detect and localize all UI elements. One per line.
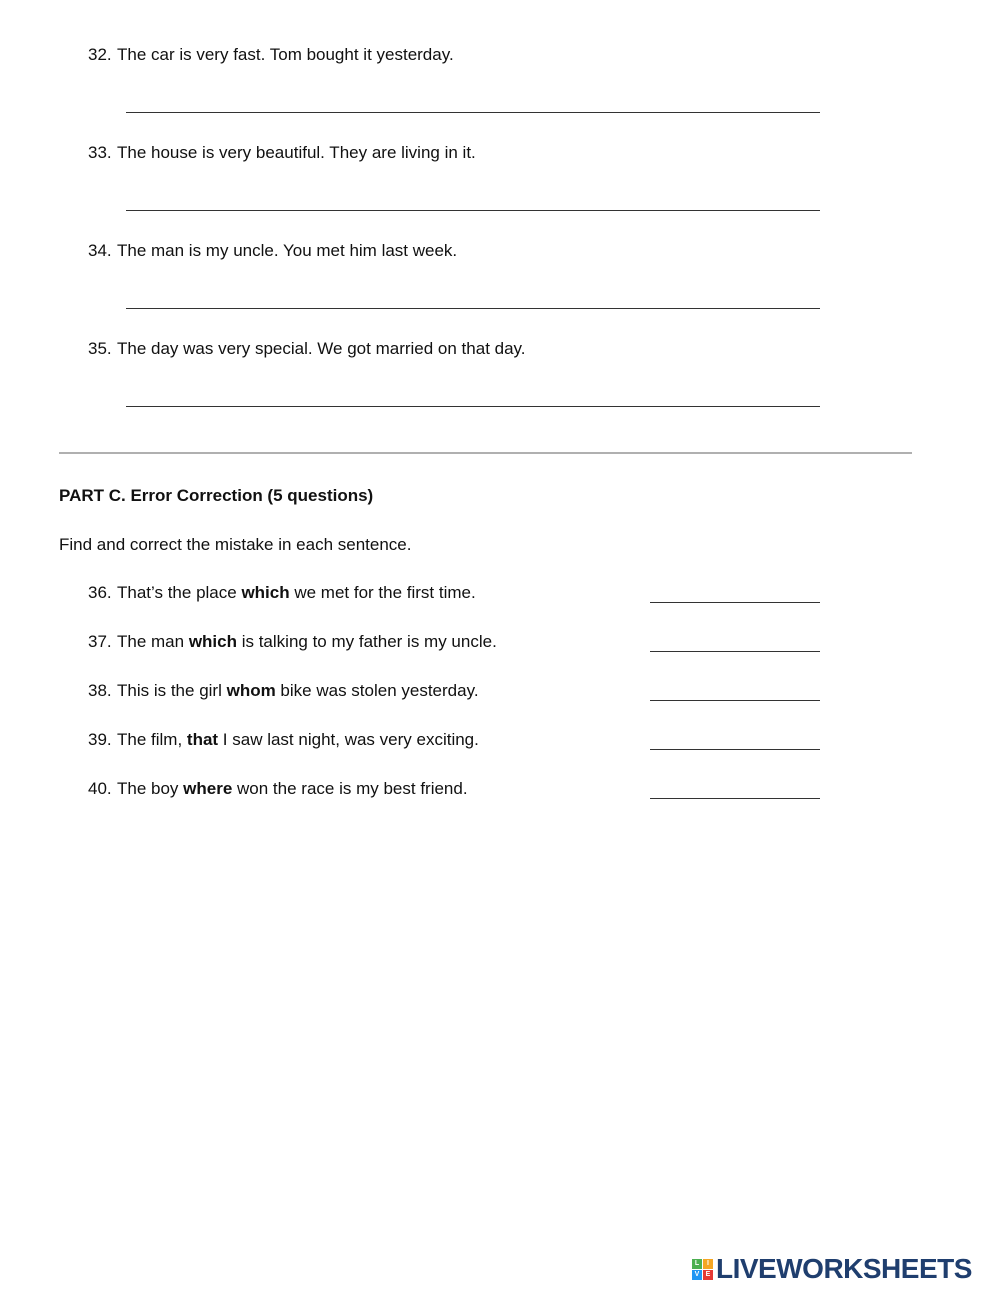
question-number: 40.: [88, 779, 112, 798]
question-number: 32.: [88, 45, 112, 64]
answer-line-34[interactable]: [126, 308, 820, 309]
logo-text: LIVEWORKSHEETS: [716, 1253, 972, 1284]
text-after: we met for the first time.: [289, 583, 476, 602]
text-after: won the race is my best friend.: [232, 779, 468, 798]
text-before: The man: [117, 632, 189, 651]
section-divider: [59, 452, 912, 454]
question-38: [88, 681, 479, 701]
error-word: where: [183, 779, 233, 798]
answer-line-35[interactable]: [126, 406, 820, 407]
text-after: bike was stolen yesterday.: [275, 681, 479, 700]
logo-tile-l: L: [692, 1259, 702, 1269]
question-35: [88, 339, 526, 359]
question-text: The man is my uncle. You met him last week.: [117, 241, 458, 260]
error-word: which: [188, 632, 237, 651]
question-number: 36.: [88, 583, 112, 602]
question-34: [88, 241, 457, 261]
liveworksheets-logo: [692, 1254, 972, 1284]
text-before: The boy: [117, 779, 184, 798]
part-c-instruction: Find and correct the mistake in each sentence.: [59, 535, 412, 554]
answer-line-40[interactable]: [650, 798, 820, 799]
question-text: The house is very beautiful. They are living in it.: [117, 143, 476, 162]
answer-line-37[interactable]: [650, 651, 820, 652]
text-before: This is the girl: [117, 681, 227, 700]
question-36: [88, 583, 476, 603]
question-33: [88, 143, 476, 163]
part-c-title: PART C. Error Correction (5 questions): [59, 486, 374, 505]
answer-line-36[interactable]: [650, 602, 820, 603]
error-word: which: [241, 583, 290, 602]
question-32: [88, 45, 454, 65]
question-number: 33.: [88, 143, 112, 162]
answer-line-38[interactable]: [650, 700, 820, 701]
question-text: The car is very fast. Tom bought it yesterday.: [117, 45, 454, 64]
question-number: 37.: [88, 632, 112, 651]
question-number: 35.: [88, 339, 112, 358]
error-word: whom: [226, 681, 276, 700]
question-40: [88, 779, 468, 799]
answer-line-32[interactable]: [126, 112, 820, 113]
logo-tile-i: I: [703, 1259, 713, 1269]
answer-line-33[interactable]: [126, 210, 820, 211]
text-before: That’s the place: [117, 583, 242, 602]
answer-line-39[interactable]: [650, 749, 820, 750]
question-number: 34.: [88, 241, 112, 260]
logo-tile-v: V: [692, 1270, 702, 1280]
logo-tile-e: E: [703, 1270, 713, 1280]
error-word: that: [186, 730, 219, 749]
question-39: [88, 730, 479, 750]
question-text: The day was very special. We got married on that day.: [117, 339, 526, 358]
question-number: 39.: [88, 730, 112, 749]
text-after: I saw last night, was very exciting.: [218, 730, 479, 749]
question-37: [88, 632, 497, 652]
question-number: 38.: [88, 681, 112, 700]
text-before: The film,: [117, 730, 187, 749]
logo-mark-icon: [692, 1259, 713, 1280]
text-after: is talking to my father is my uncle.: [236, 632, 497, 651]
